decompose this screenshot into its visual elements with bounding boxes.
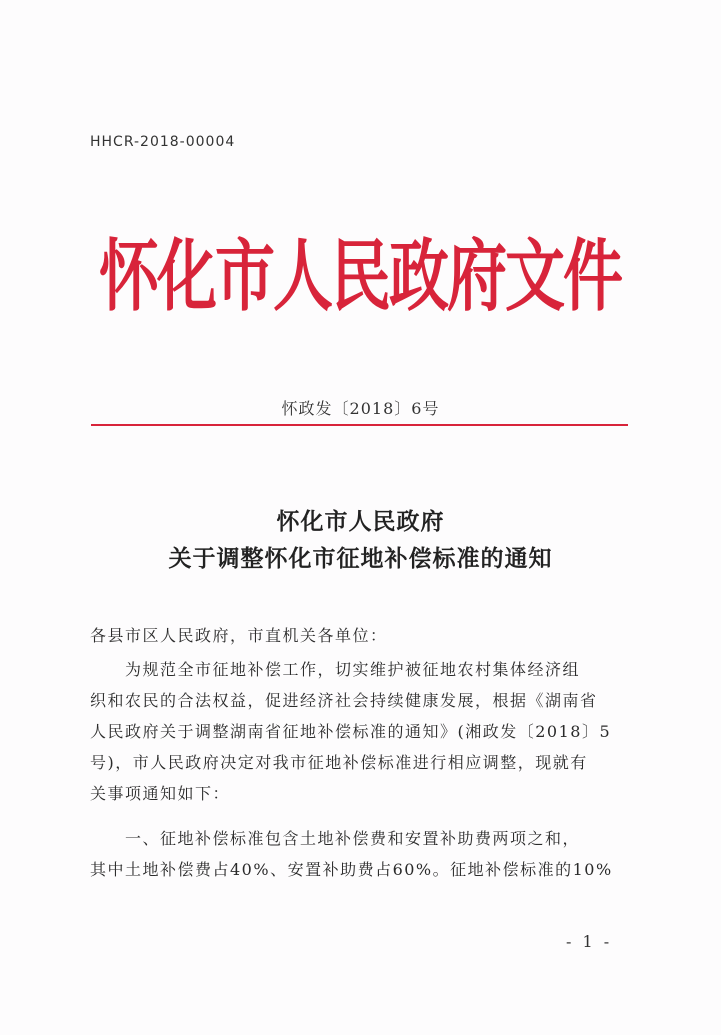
paragraph-1-line: 号)，市人民政府决定对我市征地补偿标准进行相应调整，现就有 [90,753,588,772]
red-divider [91,424,628,426]
paragraph-1-line: 关事项通知如下： [90,784,231,803]
document-code: HHCR-2018-00004 [90,134,236,150]
page-number: - 1 - [566,932,613,951]
paragraph-1-line: 为规范全市征地补偿工作，切实维护被征地农村集体经济组 [90,660,581,679]
title-line-2: 关于调整怀化市征地补偿标准的通知 [168,545,553,572]
paragraph-1-line: 织和农民的合法权益，促进经济社会持续健康发展，根据《湖南省 [90,691,598,710]
title-line-1: 怀化市人民政府 [276,508,445,535]
masthead-title: 怀化市人民政府文件 [99,231,621,323]
paragraph-2-line: 一、征地补偿标准包含土地补偿费和安置补助费两项之和， [90,829,581,848]
paragraph-2-line: 其中土地补偿费占40%、安置补助费占60%。征地补偿标准的10% [90,860,613,879]
salutation: 各县市区人民政府，市直机关各单位： [90,626,388,645]
document-number: 怀政发〔2018〕6号 [281,399,440,418]
paragraph-1-line: 人民政府关于调整湖南省征地补偿标准的通知》(湘政发〔2018〕5 [90,722,612,741]
